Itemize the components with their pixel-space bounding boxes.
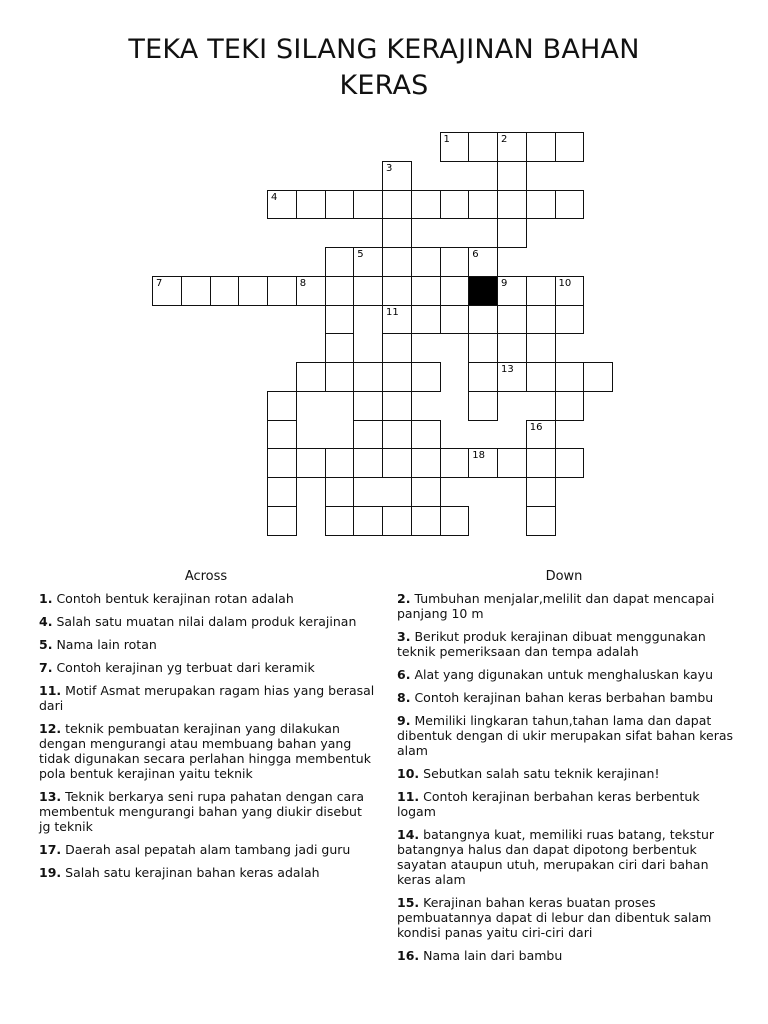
down-heading: Down [545,569,583,584]
clue-number: 3. [397,629,411,644]
crossword-cell[interactable] [526,506,556,536]
crossword-cell[interactable] [526,477,556,507]
crossword-cell[interactable] [382,161,412,191]
clue-text: Berikut produk kerajinan dibuat menggunakan teknik pemeriksaan dan tempa adalah [397,629,706,659]
clue-number: 10. [397,766,420,781]
crossword-cell[interactable] [497,305,527,335]
crossword-cell[interactable] [555,132,585,162]
clue-number: 2. [397,591,411,606]
clue-number: 19. [39,865,62,880]
crossword-cell[interactable] [526,362,556,392]
crossword-cell[interactable] [555,391,585,421]
across-heading: Across [184,569,228,584]
crossword-cell[interactable] [468,391,498,421]
across-clue-list [39,591,375,888]
crossword-cell[interactable] [382,190,412,220]
crossword-cell[interactable] [440,305,470,335]
cell-number: 2 [501,134,508,145]
crossword-cell[interactable] [325,305,355,335]
clue-number: 11. [39,683,62,698]
crossword-cell[interactable] [411,362,441,392]
clue-text: Tumbuhan menjalar,melilit dan dapat mencapai panjang 10 m [397,591,715,621]
crossword-cell[interactable] [526,448,556,478]
clue-number: 12. [39,721,62,736]
black-cell [468,276,498,306]
crossword-cell[interactable] [325,362,355,392]
across-clue [39,721,375,781]
cell-number: 18 [472,450,485,462]
clue-number: 13. [39,789,62,804]
crossword-cell[interactable] [296,190,326,220]
crossword-cell[interactable] [497,362,527,392]
clue-text: batangnya kuat, memiliki ruas batang, tekstur batangnya halus dan dapat dipotong berbentuk sayatan ataupun utuh, merupakan ciri dari bahan keras alam [397,827,715,887]
crossword-cell[interactable] [411,420,441,450]
across-clue [39,614,375,629]
clue-number: 17. [39,842,62,857]
cell-number: 10 [558,277,572,289]
crossword-cell[interactable] [440,247,470,277]
crossword-cell[interactable] [440,132,470,162]
crossword-cell[interactable] [468,247,498,277]
clue-text: Contoh kerajinan yg terbuat dari keramik [56,660,315,675]
down-clue [397,713,737,758]
crossword-cell[interactable] [468,333,498,363]
crossword-cell[interactable] [497,132,527,162]
crossword-cell[interactable] [411,305,441,335]
crossword-cell[interactable] [411,190,441,220]
crossword-cell[interactable] [382,247,412,277]
page-title: TEKA TEKI SILANG KERAJINAN BAHAN KERAS [128,34,640,101]
clue-number: 4. [39,614,53,629]
crossword-cell[interactable] [325,448,355,478]
down-clue [397,690,737,705]
clue-number: 11. [397,789,420,804]
crossword-cell[interactable] [267,190,297,220]
across-clue [39,637,375,652]
across-clue [39,842,375,857]
cell-number: 16 [529,421,543,433]
cell-number: 5 [357,249,364,260]
crossword-cell[interactable] [583,362,613,392]
crossword-cell[interactable] [267,276,297,306]
crossword-cell[interactable] [555,448,585,478]
crossword-cell[interactable] [152,276,182,306]
crossword-cell[interactable] [382,333,412,363]
crossword-cell[interactable] [526,132,556,162]
across-clue [39,789,375,834]
down-clue [397,766,737,781]
crossword-cell[interactable] [296,276,326,306]
down-clue [397,895,737,940]
crossword-cell[interactable] [238,276,268,306]
clue-text: Salah satu muatan nilai dalam produk kerajinan [56,614,357,629]
crossword-cell[interactable] [382,276,412,306]
cell-number: 6 [472,249,479,260]
clue-text: Daerah asal pepatah alam tambang jadi guru [65,842,351,857]
crossword-cell[interactable] [440,506,470,536]
clue-text: Sebutkan salah satu teknik kerajinan! [423,766,660,781]
clue-text: Kerajinan bahan keras buatan proses pembuatannya dapat di lebur dan dibentuk salam kondisi panas yaitu ciri-ciri dari [397,895,712,940]
crossword-cell[interactable] [497,161,527,191]
crossword-cell[interactable] [555,276,585,306]
crossword-cell[interactable] [296,362,326,392]
crossword-cell[interactable] [468,362,498,392]
crossword-cell[interactable] [411,506,441,536]
crossword-cell[interactable] [411,448,441,478]
clue-number: 8. [397,690,411,705]
clue-number: 1. [39,591,53,606]
clue-text: Nama lain rotan [56,637,157,652]
cell-number: 1 [443,134,450,145]
clue-number: 16. [397,948,420,963]
crossword-cell[interactable] [353,190,383,220]
clue-text: Nama lain dari bambu [423,948,563,963]
cell-number: 13 [501,364,514,375]
cell-number: 8 [299,277,307,289]
crossword-cell[interactable] [325,477,355,507]
clue-text: teknik pembuatan kerajinan yang dilakukan dengan mengurangi atau membuang bahan yang tidak digunakan secara perlahan hingga membentuk pola bentuk kerajinan yaitu teknik [39,721,371,781]
crossword-cell[interactable] [353,391,383,421]
down-clue [397,629,737,659]
across-clue [39,660,375,675]
clue-text: Salah satu kerajinan bahan keras adalah [65,865,320,880]
crossword-cell[interactable] [526,190,556,220]
crossword-cell[interactable] [497,448,527,478]
crossword-cell[interactable] [382,218,412,248]
crossword-cell[interactable] [353,247,383,277]
clue-number: 14. [397,827,420,842]
crossword-cell[interactable] [440,448,470,478]
down-clue [397,827,737,887]
clue-text: Contoh bentuk kerajinan rotan adalah [56,591,294,606]
crossword-cell[interactable] [382,305,412,335]
crossword-cell[interactable] [497,190,527,220]
down-clue [397,948,737,963]
crossword-cell[interactable] [267,477,297,507]
crossword-cell[interactable] [296,448,326,478]
crossword-cell[interactable] [353,276,383,306]
across-clue [39,683,375,713]
cell-number: 11 [386,306,399,318]
crossword-cell[interactable] [325,276,355,306]
cell-number: 7 [156,277,163,289]
crossword-cell[interactable] [267,391,297,421]
crossword-cell[interactable] [267,506,297,536]
crossword-cell[interactable] [353,506,383,536]
clue-text: Contoh kerajinan bahan keras berbahan bambu [414,690,714,705]
crossword-cell[interactable] [353,420,383,450]
crossword-cell[interactable] [325,333,355,363]
clue-text: Alat yang digunakan untuk menghaluskan kayu [414,667,713,682]
crossword-cell[interactable] [181,276,211,306]
crossword-cell[interactable] [325,506,355,536]
crossword-cell[interactable] [468,305,498,335]
across-clue [39,591,375,606]
crossword-cell[interactable] [353,362,383,392]
crossword-cell[interactable] [353,448,383,478]
crossword-cell[interactable] [440,190,470,220]
crossword-cell[interactable] [497,276,527,306]
clue-number: 5. [39,637,53,652]
crossword-cell[interactable] [555,190,585,220]
cell-number: 3 [386,162,393,174]
crossword-cell[interactable] [325,247,355,277]
crossword-cell[interactable] [267,420,297,450]
clue-text: Teknik berkarya seni rupa pahatan dengan cara membentuk mengurangi bahan yang diukir disebut jg teknik [39,789,365,834]
down-clue [397,667,737,682]
clue-number: 15. [397,895,420,910]
clue-number: 7. [39,660,53,675]
crossword-cell[interactable] [411,247,441,277]
crossword-cell[interactable] [411,276,441,306]
crossword-cell[interactable] [555,305,585,335]
down-clue [397,789,737,819]
crossword-cell[interactable] [555,362,585,392]
crossword-cell[interactable] [468,448,498,478]
clue-text: Memiliki lingkaran tahun,tahan lama dan dapat dibentuk dengan di ukir merupakan sifat bahan keras alam [397,713,734,758]
crossword-cell[interactable] [382,448,412,478]
crossword-cell[interactable] [267,448,297,478]
crossword-cell[interactable] [411,477,441,507]
clue-text: Motif Asmat merupakan ragam hias yang berasal dari [39,683,375,713]
crossword-cell[interactable] [325,190,355,220]
cell-number: 9 [501,277,508,289]
crossword-cell[interactable] [526,333,556,363]
crossword-cell[interactable] [526,420,556,450]
down-clue [397,591,737,621]
crossword-cell[interactable] [382,362,412,392]
crossword-cell[interactable] [210,276,240,306]
crossword-cell[interactable] [382,506,412,536]
crossword-cell[interactable] [468,190,498,220]
down-clue-list [397,591,737,971]
crossword-cell[interactable] [468,132,498,162]
crossword-cell[interactable] [440,276,470,306]
across-clue [39,865,375,880]
crossword-cell[interactable] [526,276,556,306]
crossword-cell[interactable] [497,218,527,248]
cell-number: 4 [271,191,278,203]
clue-number: 9. [397,713,411,728]
crossword-cell[interactable] [382,391,412,421]
clue-number: 6. [397,667,411,682]
clue-text: Contoh kerajinan berbahan keras berbentuk logam [397,789,700,819]
